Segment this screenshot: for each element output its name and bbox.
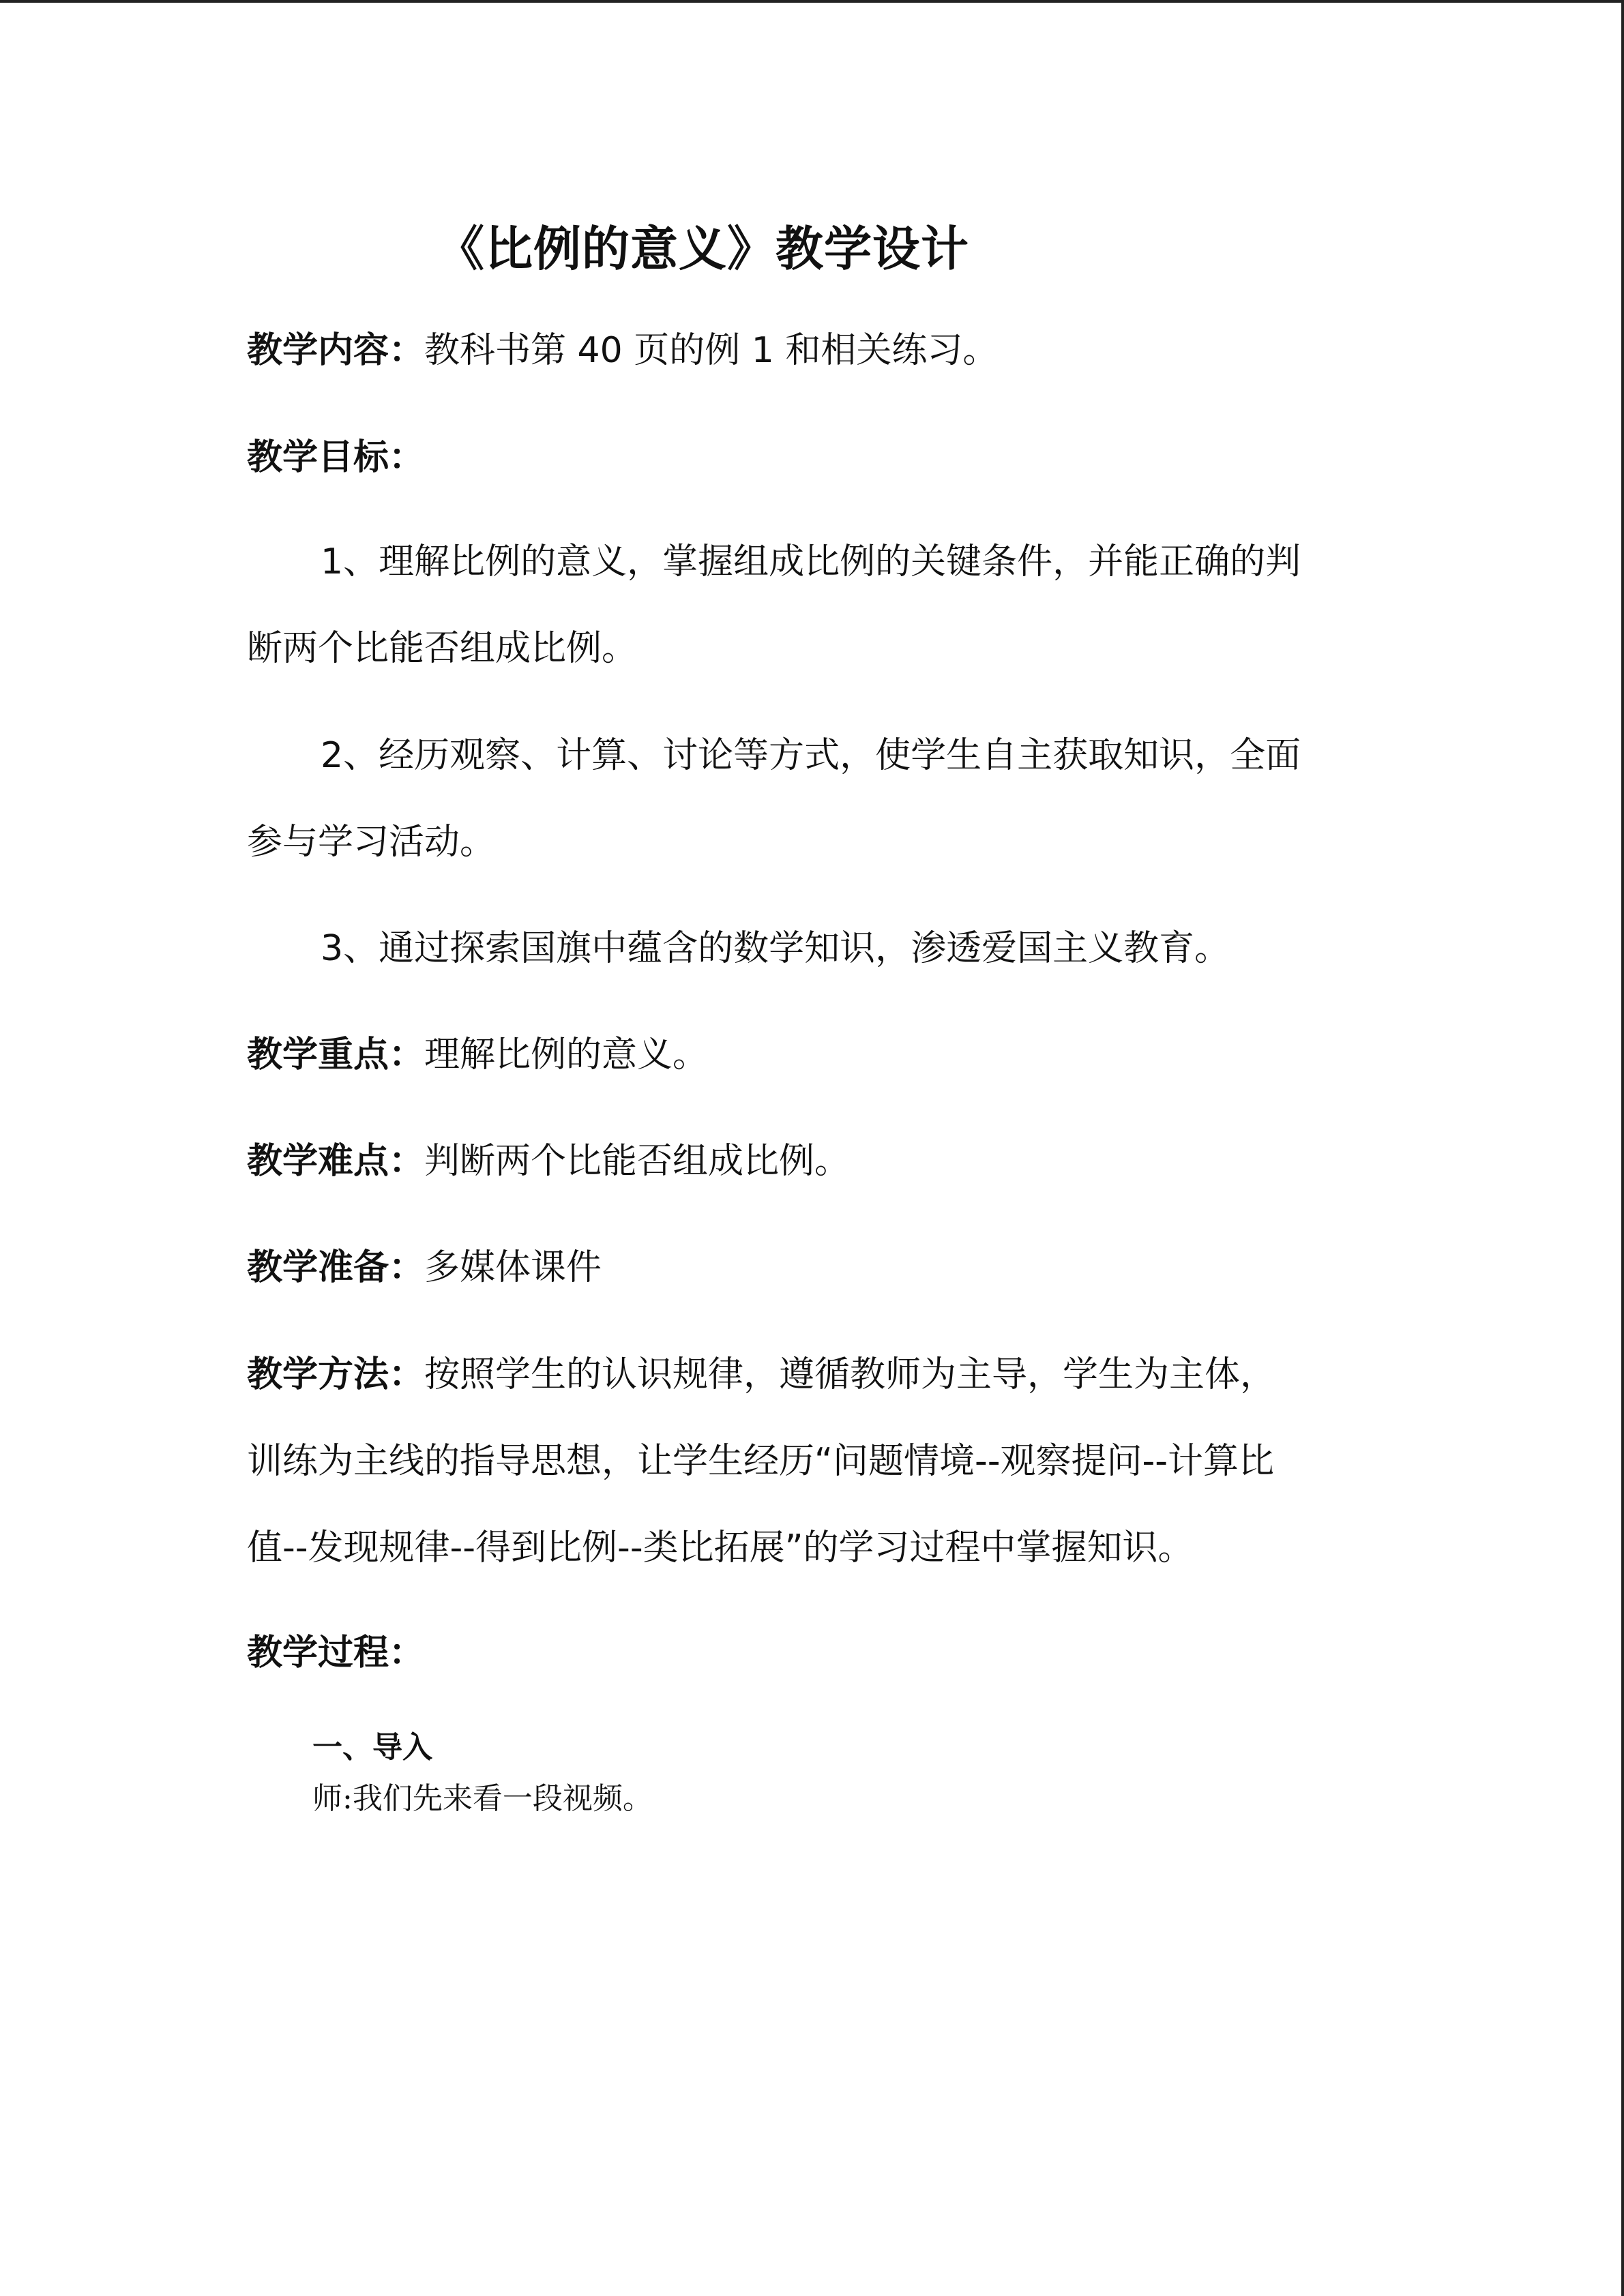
objective-1-line-1: 1、理解比例的意义，掌握组成比例的关键条件，并能正确的判 bbox=[321, 541, 1301, 582]
teaching-objectives-label: 教学目标： bbox=[247, 437, 425, 478]
key-point-line bbox=[247, 1031, 708, 1079]
difficulty-label: 教学难点： bbox=[247, 1141, 425, 1182]
method-line-3: 值--发现规律--得到比例--类比拓展”的学习过程中掌握知识。 bbox=[247, 1527, 1194, 1568]
document-title: 《比例的意义》教学设计 bbox=[437, 221, 969, 277]
preparation-text: 多媒体课件 bbox=[424, 1247, 602, 1288]
method-text-1: 按照学生的认识规律，遵循教师为主导，学生为主体， bbox=[424, 1354, 1276, 1395]
key-point-label: 教学重点： bbox=[247, 1034, 425, 1075]
difficulty-line bbox=[247, 1137, 850, 1185]
process-line bbox=[247, 1629, 424, 1677]
difficulty-text: 判断两个比能否组成比例。 bbox=[424, 1141, 851, 1182]
section-text-intro: 师:我们先来看一段视频。 bbox=[312, 1781, 653, 1816]
teaching-content-label: 教学内容： bbox=[247, 330, 425, 371]
objective-2-line-2: 参与学习活动。 bbox=[247, 822, 496, 863]
process-label: 教学过程： bbox=[247, 1632, 425, 1673]
objective-3-line-1: 3、通过探索国旗中蕴含的数学知识，渗透爱国主义教育。 bbox=[321, 928, 1230, 969]
teaching-objectives-line bbox=[247, 434, 424, 481]
preparation-label: 教学准备： bbox=[247, 1247, 425, 1288]
method-line-1 bbox=[247, 1351, 1275, 1399]
method-line-2: 训练为主线的指导思想，让学生经历“问题情境--观察提问--计算比 bbox=[247, 1441, 1274, 1482]
teaching-content-line bbox=[247, 327, 998, 374]
method-label: 教学方法： bbox=[247, 1354, 425, 1395]
section-heading-intro: 一、导入 bbox=[312, 1730, 432, 1765]
key-point-text: 理解比例的意义。 bbox=[424, 1034, 709, 1075]
teaching-content-text: 教科书第 40 页的例 1 和相关练习。 bbox=[424, 330, 999, 371]
objective-2-line-1: 2、经历观察、计算、讨论等方式，使学生自主获取知识，全面 bbox=[321, 735, 1301, 776]
objective-1-line-2: 断两个比能否组成比例。 bbox=[247, 628, 638, 669]
preparation-line bbox=[247, 1244, 602, 1292]
